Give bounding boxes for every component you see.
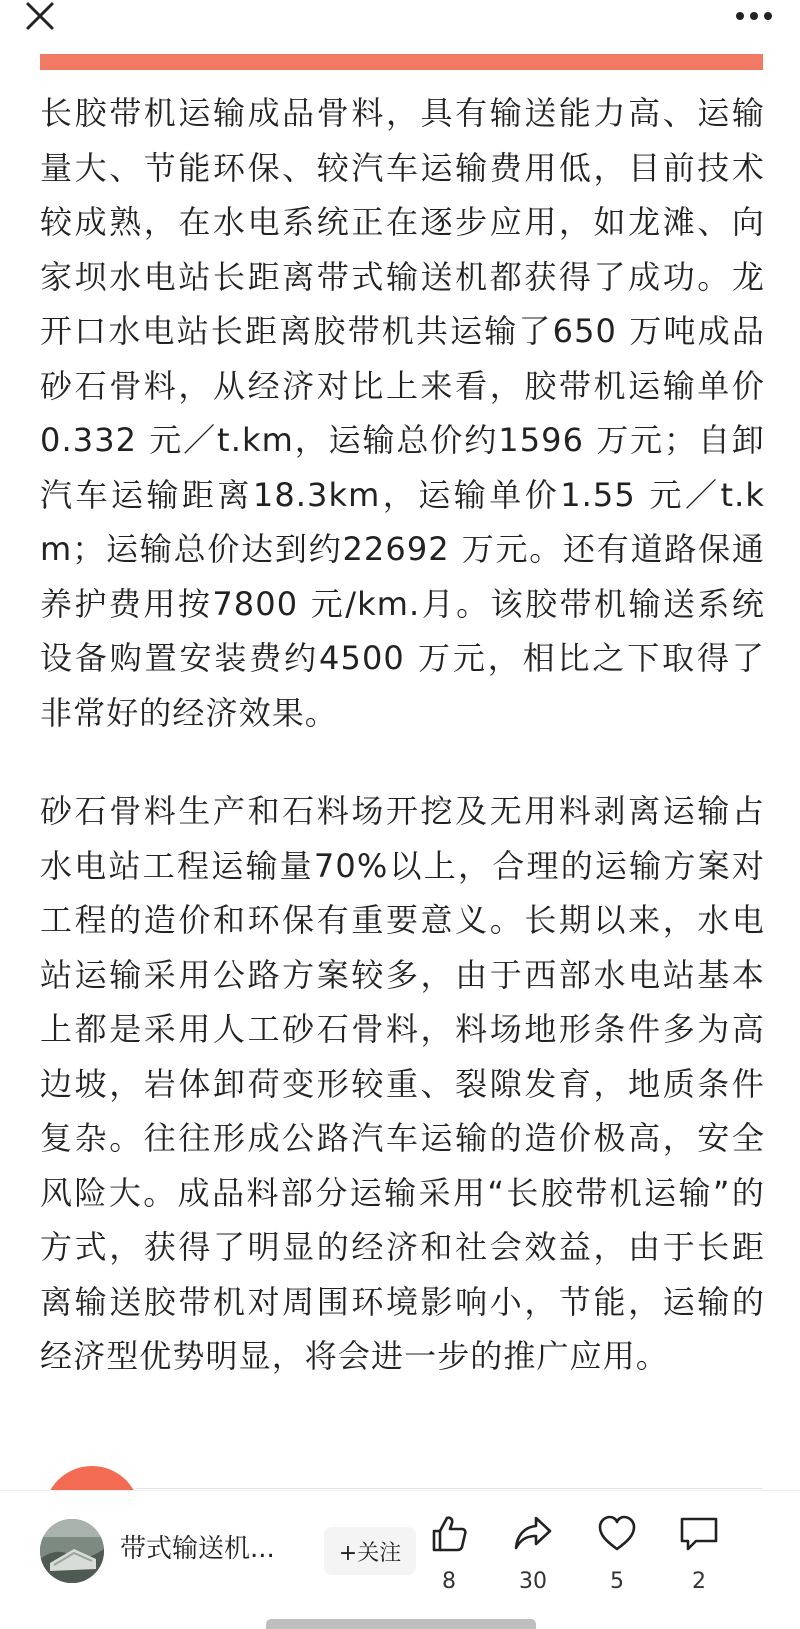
close-icon <box>25 1 55 31</box>
more-icon <box>734 11 774 21</box>
close-button[interactable] <box>22 0 58 32</box>
author-name[interactable]: 带式输送机... <box>120 1534 275 1564</box>
accent-divider <box>40 54 763 70</box>
article-paragraph: 长胶带机运输成品骨料，具有输送能力高、运输量大、节能环保、较汽车运输费用低，目前技术较成熟，在水电系统正在逐步应用，如龙滩、向家坝水电站长距离带式输送机都获得了成功。龙开口水电站长距离胶带机共运输了650 万吨成品砂石骨料，从经济对比上来看，胶带机运输单价0.332 元／t.km，运输总价约1596 万元；自卸汽车运输距离18.3km，运输单价1.55 元／t.km；运输总价达到约22692 万元。还有道路保通养护费用按7800 元/km.月。该胶带机输送系统设备购置安装费约4500 万元，相比之下取得了非常好的经济效果。 <box>40 94 765 732</box>
comment-button[interactable] <box>664 1513 734 1609</box>
like-button[interactable] <box>414 1513 484 1609</box>
share-button[interactable] <box>498 1513 568 1609</box>
section-divider <box>136 1488 763 1489</box>
article-body <box>40 86 765 1384</box>
avatar[interactable] <box>40 1519 104 1583</box>
share-count: 30 <box>519 1569 547 1594</box>
like-count: 8 <box>442 1569 456 1594</box>
share-icon <box>512 1513 554 1555</box>
article-paragraph: 砂石骨料生产和石料场开挖及无用料剥离运输占水电站工程运输量70%以上，合理的运输方案对工程的造价和环保有重要意义。长期以来，水电站运输采用公路方案较多，由于西部水电站基本上都是采用人工砂石骨料，料场地形条件多为高边坡，岩体卸荷变形较重、裂隙发育，地质条件复杂。往往形成公路汽车运输的造价极高，安全风险大。成品料部分运输采用“长胶带机运输”的方式，获得了明显的经济和社会效益，由于长距离输送胶带机对周围环境影响小，节能，运输的经济型优势明显，将会进一步的推广应用。 <box>40 792 765 1375</box>
top-bar <box>0 0 800 54</box>
bottom-action-bar <box>0 1490 800 1629</box>
more-button[interactable] <box>732 2 776 30</box>
favorite-button[interactable] <box>582 1513 652 1609</box>
follow-button[interactable]: +关注 <box>324 1527 416 1575</box>
favorite-count: 5 <box>610 1569 624 1594</box>
section-marker-icon <box>44 1466 140 1490</box>
comment-icon <box>678 1513 720 1555</box>
home-indicator <box>266 1619 536 1629</box>
comment-count: 2 <box>692 1569 706 1594</box>
next-section-header <box>40 1466 763 1490</box>
thumbs-up-icon <box>428 1513 470 1555</box>
avatar-image-icon <box>40 1519 104 1583</box>
heart-icon <box>596 1513 638 1555</box>
